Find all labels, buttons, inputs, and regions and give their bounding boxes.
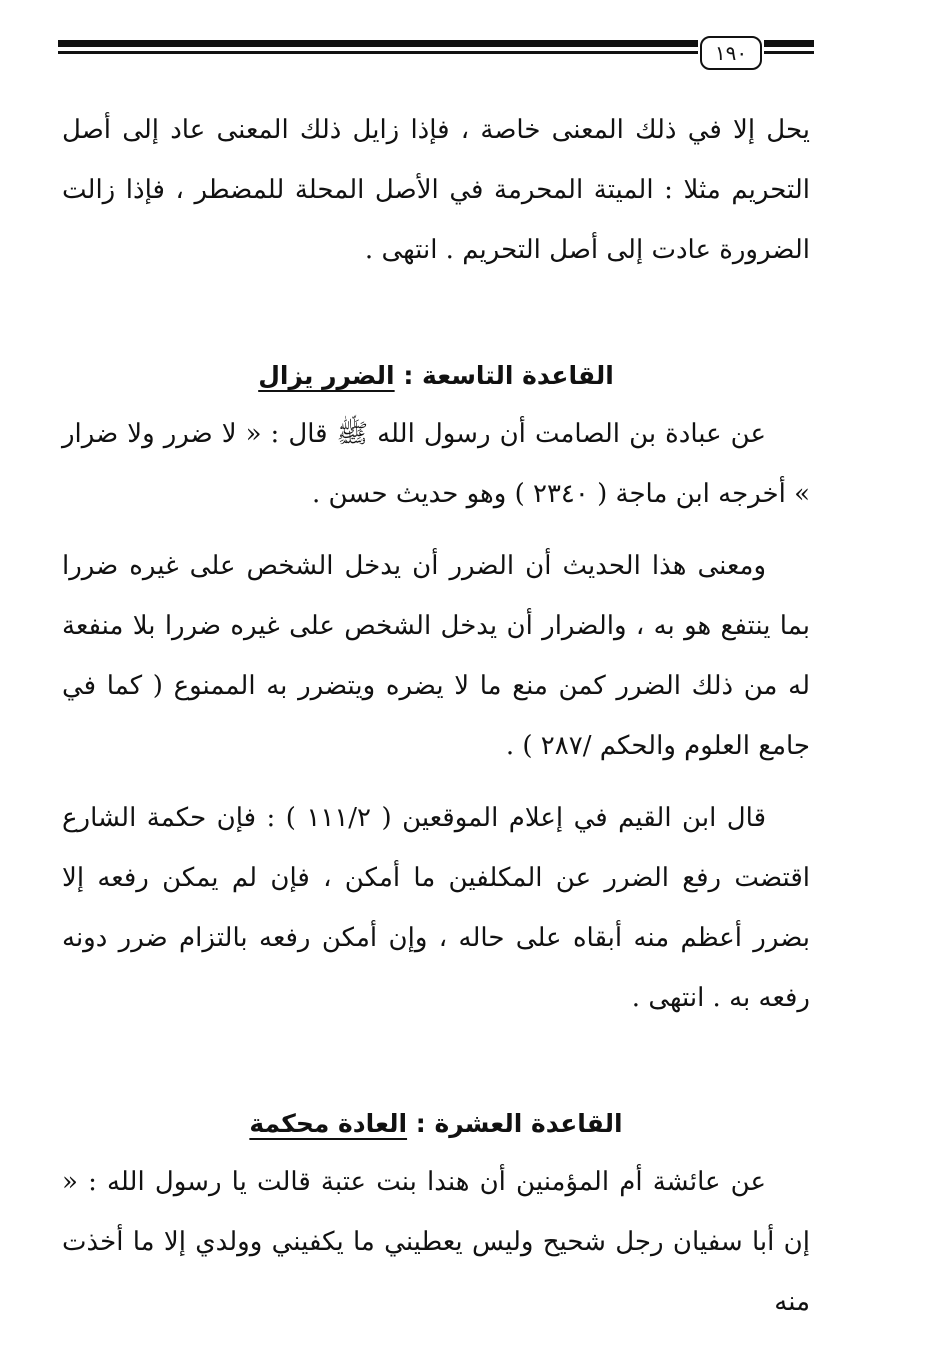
section-heading-tenth-rule	[62, 1096, 810, 1152]
section-heading-ninth-rule	[62, 348, 810, 404]
paragraph-aisha-hadith: عن عائشة أم المؤمنين أن هندا بنت عتبة قالت يا رسول الله : « إن أبا سفيان رجل شحيح وليس يعطيني ما يكفيني وولدي إلا ما أخذت منه	[62, 1167, 810, 1317]
paragraph-ibn-qayyim: قال ابن القيم في إعلام الموقعين ( ١١١/٢ ) : فإن حكمة الشارع اقتضت رفع الضرر عن المكلفين ما أمكن ، فإن لم يمكن رفعه إلا بضرر أعظم منه أبقاه على حاله ، وإن أمكن رفعه بالتزام ضرر دونه رفعه به . انتهى .	[62, 803, 810, 1013]
page-body	[62, 100, 810, 1332]
page-header	[58, 36, 814, 76]
header-rule-right	[764, 40, 814, 60]
heading-label: القاعدة العشرة :	[415, 1109, 623, 1138]
heading-rule-name: الضرر يزال	[258, 361, 395, 390]
header-rule-left	[58, 40, 698, 60]
paragraph-hadith: عن عبادة بن الصامت أن رسول الله ﷺ قال : « لا ضرر ولا ضرار » أخرجه ابن ماجة ( ٢٣٤٠ ) وهو حديث حسن .	[62, 419, 810, 509]
heading-label: القاعدة التاسعة :	[403, 361, 614, 390]
heading-rule-name: العادة محكمة	[249, 1109, 408, 1138]
paragraph-continuation: يحل إلا في ذلك المعنى خاصة ، فإذا زايل ذلك المعنى عاد إلى أصل التحريم مثلا : الميتة المحرمة في الأصل المحلة للمضطر ، فإذا زالت الضرورة عادت إلى أصل التحريم . انتهى .	[62, 115, 810, 265]
paragraph-explanation: ومعنى هذا الحديث أن الضرر أن يدخل الشخص على غيره ضررا بما ينتفع هو به ، والضرار أن يدخل الشخص على غيره ضررا بلا منفعة له من ذلك الضرر كمن منع ما لا يضره ويتضرر به الممنوع ( كما في جامع العلوم والحكم /٢٨٧ ) .	[62, 551, 810, 761]
page-number: ١٩٠	[700, 36, 762, 70]
